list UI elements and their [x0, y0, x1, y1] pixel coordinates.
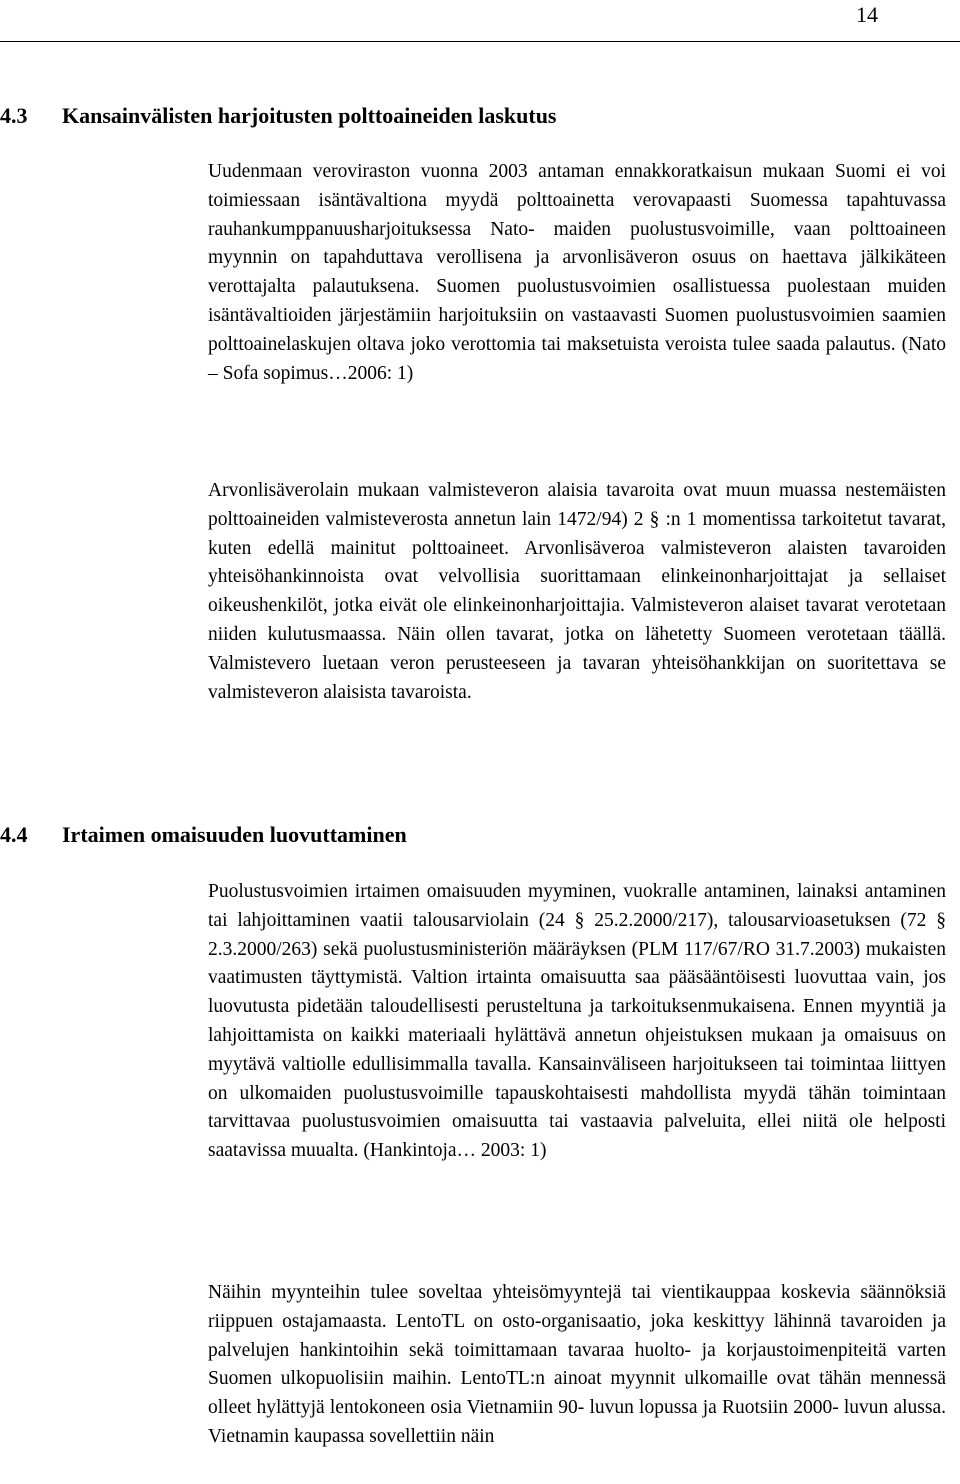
- header-rule: [0, 41, 960, 42]
- body-paragraph: Puolustusvoimien irtaimen omaisuuden myyminen, vuokralle antaminen, lainaksi antaminen tai lahjoittaminen vaatii talousarviolain (24 § 25.2.2000/217), talousarvioasetuksen (72 § 2.3.2000/263) sekä puolustusministeriön määräyksen (PLM 117/67/RO 31.7.2003) mukaisten vaatimusten täyttymistä. Valtion irtainta omaisuutta saa pääsääntöisesti luovuttaa vain, jos luovutusta pidetään taloudellisesti perusteltuna ja tarkoituksenmukaisena. Ennen myyntiä ja lahjoittamista on kaikki materiaali hylättävä annetun ohjeistuksen mukaan ja omaisuus on myytävä valtiolle edullisimmalla tavalla. Kansainväliseen harjoitukseen tai toimintaa liittyen on ulkomaiden puolustusvoimille tapauskohtaisesti mahdollista myydä tähän toimintaan tarvittavaa puolustusvoimien omaisuutta tai vastaavia palveluita, ellei niitä ole helposti saatavissa muualta. (Hankintoja… 2003: 1): [208, 881, 946, 1162]
- section-heading-4-4: [0, 822, 960, 848]
- body-paragraph: Näihin myynteihin tulee soveltaa yhteisömyyntejä tai vientikauppaa koskevia säännöksiä riippuen ostajamaasta. LentoTL on osto-organisaatio, joka keskittyy lähinnä tavaroiden ja palvelujen hankintoihin sekä toimittamaan tavaraa huolto- ja korjaustoimenpiteitä varten Suomen ulkopuolisiin maihin. LentoTL:n ainoat myynnit ulkomaille ovat tähän mennessä olleet hylättyjä lentokoneen osia Vietnamiin 90- luvun lopussa ja Ruotsiin 2000- luvun alussa. Vietnamin kaupassa sovellettiin näin: [208, 1282, 946, 1447]
- section-number: 4.3: [0, 103, 28, 128]
- section-heading-4-3: [0, 103, 960, 129]
- section-title: Kansainvälisten harjoitusten polttoaineiden laskutus: [62, 103, 557, 128]
- body-paragraph: Arvonlisäverolain mukaan valmisteveron alaisia tavaroita ovat muun muassa nestemäisten polttoaineiden valmisteverosta annetun lain 1472/94) 2 § :n 1 momentissa tarkoitetut tavarat, kuten edellä mainitut polttoaineet. Arvonlisäveroa valmisteveron alaisten tavaroiden yhteisöhankinnoista ovat velvollisia suorittamaan elinkeinonharjoittajat ja sellaiset oikeushenkilöt, jotka eivät ole elinkeinonharjoittajia. Valmisteveron alaiset tavarat verotetaan niiden kulutusmaassa. Näin ollen tavarat, jotka on lähetetty Suomeen verotetaan täällä. Valmistevero luetaan veron perusteeseen ja tavaran yhteisöhankkijan on suoritettava se valmisteveron alaisista tavaroista.: [208, 480, 946, 703]
- page-number: 14: [856, 2, 878, 27]
- section-title: Irtaimen omaisuuden luovuttaminen: [62, 822, 407, 847]
- body-paragraph: Uudenmaan veroviraston vuonna 2003 antaman ennakkoratkaisun mukaan Suomi ei voi toimiessaan isäntävaltiona myydä polttoainetta verovapaasti Suomessa tapahtuvassa rauhankumppanuusharjoituksessa Nato- maiden puolustusvoimille, vaan polttoaineen myynnin on tapahduttava verollisena ja arvonlisäveron osuus on haettava jälkikäteen verottajalta palautuksena. Suomen puolustusvoimien osallistuessa puolestaan muiden isäntävaltioiden järjestämiin harjoituksiin on vastaavasti Suomen puolustusvoimien saamien polttoainelaskujen oltava joko verottomia tai maksetuista veroista tulee saada palautus. (Nato – Sofa sopimus…2006: 1): [208, 161, 946, 384]
- section-number: 4.4: [0, 822, 28, 847]
